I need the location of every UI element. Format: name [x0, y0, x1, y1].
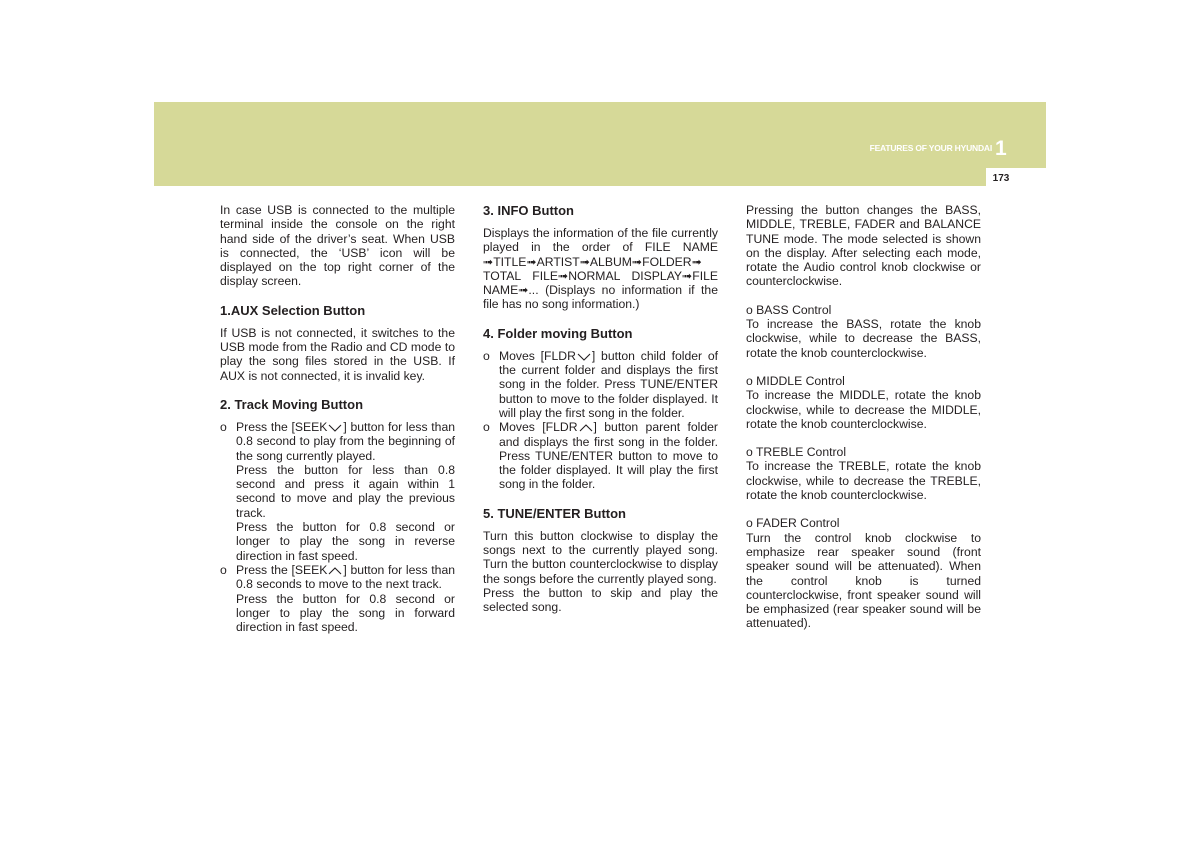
- middle-body: To increase the MIDDLE, rotate the knob clockwise, while to decrease the MIDDLE, rotate the knob counterclockwise.: [746, 388, 981, 431]
- fldr-down-item: [483, 349, 718, 420]
- fader-heading: o FADER Control: [746, 516, 840, 531]
- seek-down-line-2: Press the button for less than 0.8 second and press it again within 1 second to move and play the previous track.: [236, 462, 455, 520]
- bullet: o: [220, 562, 227, 577]
- tune-body-1: Turn this button clockwise to display the songs next to the currently played song. Turn the button counterclockwise to display the songs before the currently played song.: [483, 528, 718, 586]
- seek-down-line-3: Press the button for 0.8 second or longer to play the song in reverse direction in fast speed.: [236, 520, 455, 563]
- treble-heading: o TREBLE Control: [746, 445, 847, 460]
- fldr-down-text-pre: Moves [FLDR: [499, 348, 576, 363]
- fldr-up-text-pre: Moves [FLDR: [499, 420, 578, 435]
- seek-down-item: [220, 420, 455, 563]
- aux-body: If USB is not connected, it switches to the USB mode from the Radio and CD mode to play the song files stored in the USB. If AUX is not connected, it is invalid key.: [220, 325, 455, 383]
- treble-body: To increase the TREBLE, rotate the knob clockwise, while to decrease the TREBLE, rotate the knob counterclockwise.: [746, 459, 981, 503]
- tune-heading: 5. TUNE/ENTER Button: [483, 505, 626, 521]
- column-3: [746, 203, 981, 631]
- fldr-up-item: [483, 420, 718, 491]
- tone-intro: Pressing the button changes the BASS, MIDDLE, TREBLE, FADER and BALANCE TUNE mode. The mode selected is shown on the display. After selecting each mode, rotate the Audio control knob clockwise or counterclockwise.: [746, 203, 981, 289]
- chevron-down-icon: [328, 424, 342, 432]
- chevron-down-icon: [577, 353, 591, 361]
- chevron-up-icon: [579, 424, 593, 432]
- chevron-up-icon: [328, 567, 342, 575]
- seek-up-item: [220, 563, 455, 634]
- bullet: o: [483, 420, 490, 435]
- seek-up-line-2: Press the button for 0.8 second or longer to play the song in forward direction in fast speed.: [236, 591, 455, 635]
- tune-body-2: Press the button to skip and play the selected song.: [483, 585, 718, 615]
- bass-heading: o BASS Control: [746, 302, 832, 317]
- chapter-number: 1: [995, 137, 1007, 160]
- seek-up-text-pre: Press the [SEEK: [236, 562, 328, 577]
- track-heading: 2. Track Moving Button: [220, 396, 364, 412]
- column-2: [483, 203, 718, 615]
- bass-body: To increase the BASS, rotate the knob clockwise, while to decrease the BASS, rotate the knob counterclockwise.: [746, 317, 981, 360]
- fldr-up-text-post: ] button parent folder and displays the first song in the folder. Press TUNE/ENTER button to move to the folder displayed. It will play the first song in the folder.: [499, 420, 718, 492]
- seek-down-text-post: ] button for less than 0.8 second to play from the beginning of the song currently played.: [236, 419, 455, 463]
- bullet: o: [220, 419, 227, 434]
- aux-heading: 1.AUX Selection Button: [220, 302, 366, 318]
- bullet: o: [483, 348, 490, 363]
- section-title: FEATURES OF YOUR HYUNDAI: [869, 143, 992, 153]
- usb-intro: In case USB is connected to the multiple terminal inside the console on the right hand side of the driver’s seat. When USB is connected, the ‘USB’ icon will be displayed on the top right corner of the display screen.: [220, 203, 455, 289]
- seek-up-text-post: ] button for less than 0.8 seconds to move to the next track.: [236, 562, 455, 592]
- seek-down-text-pre: Press the [SEEK: [236, 419, 328, 434]
- info-heading: 3. INFO Button: [483, 203, 574, 218]
- column-1: [220, 203, 455, 634]
- middle-heading: o MIDDLE Control: [746, 373, 845, 388]
- fader-body: Turn the control knob clockwise to emphasize rear speaker sound (front speaker sound will be attenuated). When the control knob is turned counterclockwise, front speaker sound will be emphasized (rear speaker sound will be attenuated).: [746, 530, 981, 631]
- folder-heading: 4. Folder moving Button: [483, 325, 633, 341]
- page-number: 173: [992, 173, 1010, 184]
- info-body: Displays the information of the file currently played in the order of FILE NAME ➟TITLE➟ARTIST➟ALBUM➟FOLDER➟ TOTAL FILE➟NORMAL DISPLAY➟FILE NAME➟... (Displays no information if the file has no song information.): [483, 226, 718, 312]
- fldr-down-text-post: ] button child folder of the current folder and displays the first song in the folder. Press TUNE/ENTER button to move to the folder displayed. It will play the first song in the folder.: [499, 348, 718, 420]
